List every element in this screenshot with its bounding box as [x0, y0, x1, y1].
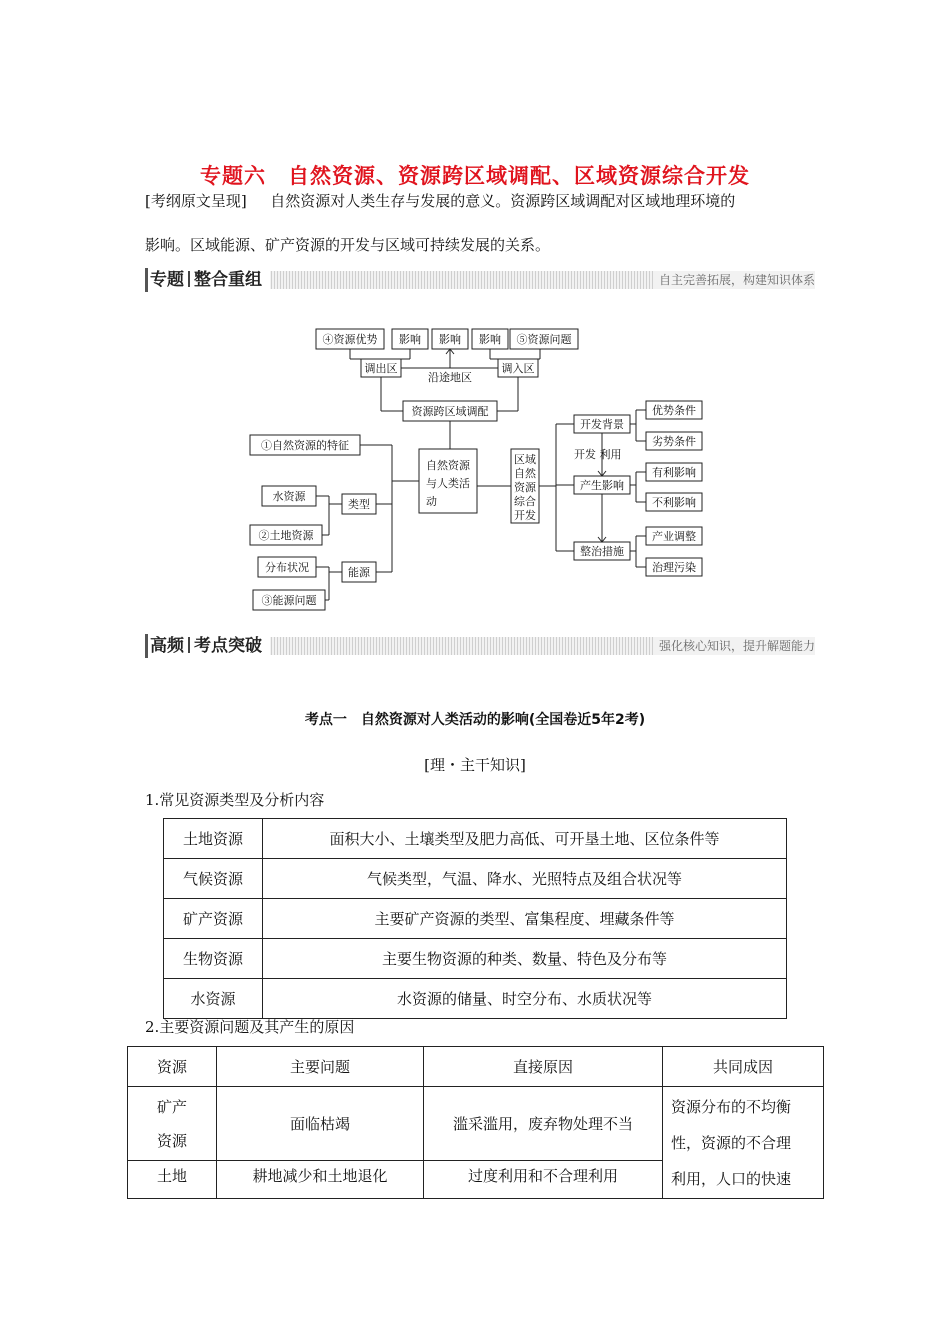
label-advantage: 优势条件 [652, 404, 696, 417]
label-out: 调出区 [364, 362, 398, 375]
label-industry: 产业调整 [652, 530, 696, 543]
cell-content: 气候类型，气温、降水、光照特点及组合状况等 [263, 859, 787, 899]
label-favorable: 有利影响 [652, 466, 696, 479]
banner-tagline: 自主完善拓展，构建知识体系 [653, 271, 815, 289]
label-center-3: 动 [426, 495, 437, 508]
label-regional-4: 综合 [514, 495, 536, 508]
label-along: 沿途地区 [428, 371, 472, 384]
concept-diagram [0, 0, 950, 620]
cell-problem: 耕地减少和土地退化 [217, 1161, 424, 1199]
label-background: 开发背景 [580, 418, 624, 431]
cell-content: 水资源的储量、时空分布、水质状况等 [263, 979, 787, 1019]
table-row [164, 819, 787, 859]
label-energy: 能源 [348, 566, 370, 579]
cell-problem: 面临枯竭 [217, 1087, 424, 1161]
cell-content: 主要生物资源的种类、数量、特色及分布等 [263, 939, 787, 979]
table-row [128, 1087, 824, 1161]
resource-problems-table [127, 1046, 824, 1199]
cell-common-cause: 资源分布的不均衡 性，资源的不合理 利用，人口的快速 [663, 1087, 824, 1199]
table-row [164, 979, 787, 1019]
header-resource: 资源 [128, 1047, 217, 1087]
cell-resource: 土地资源 [164, 819, 263, 859]
label-distribution: 分布状况 [265, 561, 309, 574]
label-disadvantage: 劣势条件 [652, 435, 696, 448]
cell-resource: 矿产资源 [164, 899, 263, 939]
table-header-row [128, 1047, 824, 1087]
label-energy-issue: ③能源问题 [261, 594, 317, 607]
cell-resource: 气候资源 [164, 859, 263, 899]
label-effect: 产生影响 [580, 479, 624, 492]
label-center-2: 与人类活 [426, 477, 470, 490]
label-features: ①自然资源的特征 [261, 439, 349, 452]
item-heading-1: 1.常见资源类型及分析内容 [145, 791, 325, 809]
label-unfavorable: 不利影响 [652, 496, 696, 509]
section-heading: 考点一 自然资源对人类活动的影响(全国卷近5年2考) [304, 712, 646, 728]
cell-resource: 生物资源 [164, 939, 263, 979]
label-in: 调入区 [501, 362, 535, 375]
label-land: ②土地资源 [258, 529, 314, 542]
label-impact-r: 影响 [479, 333, 501, 346]
header-common-cause: 共同成因 [663, 1047, 824, 1087]
syllabus-text1: 自然资源对人类生存与发展的意义。资源跨区域调配对区域地理环境的 [270, 192, 736, 210]
label-pollution: 治理污染 [652, 561, 696, 574]
banner-heading: 高频 考点突破 [145, 634, 270, 658]
cell-resource: 水资源 [164, 979, 263, 1019]
label-regional-2: 自然 [514, 467, 536, 480]
label-res-prob: ⑤资源问题 [516, 333, 572, 346]
label-regional-5: 开发 [514, 509, 536, 522]
label-dev-use: 开发 利用 [574, 448, 622, 461]
subsection-heading: [理・主干知识] [424, 756, 526, 774]
label-res-adv: ④资源优势 [322, 333, 378, 346]
banner-tagline: 强化核心知识，提升解题能力 [653, 637, 815, 655]
cell-direct-cause: 滥采滥用，废弃物处理不当 [424, 1087, 663, 1161]
resource-types-table [163, 818, 787, 1019]
syllabus-line2: 影响。区域能源、矿产资源的开发与区域可持续发展的关系。 [145, 236, 551, 254]
label-measures: 整治措施 [580, 545, 624, 558]
cell-content: 面积大小、土壤类型及肥力高低、可开垦土地、区位条件等 [263, 819, 787, 859]
cell-resource: 土地 [128, 1161, 217, 1199]
cell-direct-cause: 过度利用和不合理利用 [424, 1161, 663, 1199]
label-types: 类型 [348, 498, 370, 511]
table-row [164, 899, 787, 939]
item-heading-2: 2.主要资源问题及其产生的原因 [145, 1018, 355, 1036]
syllabus-label: [考纲原文呈现] [145, 192, 247, 210]
cell-resource: 矿产 资源 [128, 1087, 217, 1161]
label-transfer: 资源跨区域调配 [411, 405, 489, 418]
cell-content: 主要矿产资源的类型、富集程度、埋藏条件等 [263, 899, 787, 939]
label-center-1: 自然资源 [426, 459, 470, 472]
label-regional-3: 资源 [514, 481, 536, 494]
label-impact-l: 影响 [399, 333, 421, 346]
label-regional-1: 区域 [514, 453, 536, 466]
table-row [164, 859, 787, 899]
page-title: 专题六 自然资源、资源跨区域调配、区域资源综合开发 [200, 164, 750, 188]
banner-heading: 专题 整合重组 [145, 268, 270, 292]
label-impact-c: 影响 [439, 333, 461, 346]
header-direct-cause: 直接原因 [424, 1047, 663, 1087]
table-row [164, 939, 787, 979]
header-problem: 主要问题 [217, 1047, 424, 1087]
label-water: 水资源 [272, 490, 306, 503]
banner-breakthrough [145, 634, 815, 658]
